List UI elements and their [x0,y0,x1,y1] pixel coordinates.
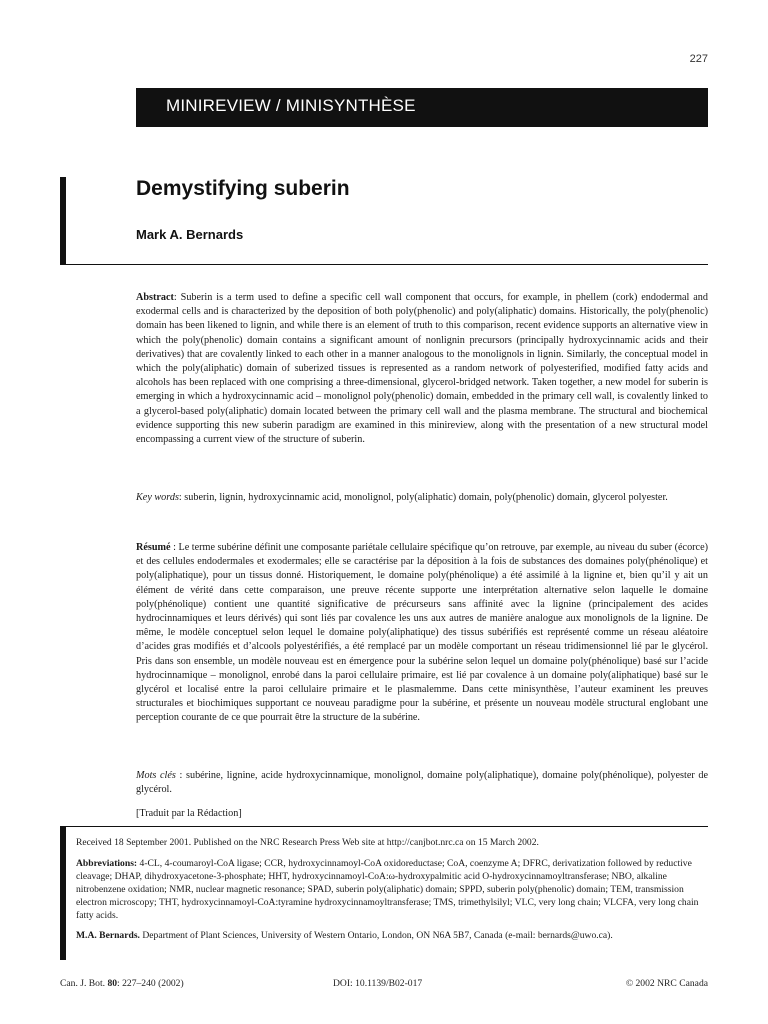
translation-note: [Traduit par la Rédaction] [136,808,242,819]
mots-cles-label: Mots clés [136,770,176,781]
abbreviations [76,857,708,922]
copyright: © 2002 NRC Canada [625,978,708,989]
resume [136,541,708,726]
author-name: Mark A. Bernards [136,227,244,242]
abstract-label: Abstract [136,292,174,303]
title-divider [60,264,708,265]
mots-cles-text: : subérine, lignine, acide hydroxycinnamique, monolignol, domaine poly(aliphatique), domaine poly(phénolique), polyester de glycérol. [136,770,708,796]
section-banner [136,88,708,127]
affiliation [76,929,708,942]
mots-cles [136,769,708,797]
title-side-bar [60,177,66,265]
keywords-text: : suberin, lignin, hydroxycinnamic acid, monolignol, poly(aliphatic) domain, poly(phenolic) domain, glycerol polyester. [178,492,668,503]
abstract-text: : Suberin is a term used to define a specific cell wall component that occurs, for example, in phellem (cork) endodermal and exodermal cells and is characterized by the deposition of both poly(phenolic) and poly(aliphatic) domains. Historically, the poly(phenolic) domain has been likened to lignin, and while there is an element of truth to this comparison, recent evidence supports an alternative view in which the poly(phenolic) domain contains a significant amount of nonlignin precursors (principally hydroxycinnamic acids and their derivatives) that are covalently linked to each other in a manner analogous to the monolignols in lignin. Similarly, the conceptual model in which the poly(aliphatic) domain of suberized tissues is represented as a random network of polyesterified, modified fatty acids and alcohols has been replaced with one comprising a three-dimensional, glycerol-bridged network. Taken together, a new model for suberin is emerging in which a hydroxycinnamic acid – monolignol poly(phenolic) domain, embedded in the primary cell wall, is covalently linked to a glycerol-based poly(aliphatic) domain located between the primary cell wall and the plasma membrane. The structural and biochemical evidence supporting this new suberin paradigm are examined in this minireview, along with the presentation of a new structural model encompassing a current view of the structure of suberin. [136,292,708,446]
journal-prefix: Can. J. Bot. [60,978,108,989]
doi: DOI: 10.1139/B02-017 [333,978,423,989]
abstract [136,291,708,447]
resume-label: Résumé [136,542,171,553]
abbreviations-label: Abbreviations: [76,858,138,869]
article-title: Demystifying suberin [136,177,350,200]
journal-pages: : 227–240 (2002) [117,978,184,989]
banner-label: MINIREVIEW / MINISYNTHÈSE [166,96,416,115]
page-number: 227 [689,53,708,65]
journal-citation [60,978,184,989]
footnote-side-bar [60,826,66,960]
affiliation-label: M.A. Bernards. [76,930,140,941]
journal-volume: 80 [107,978,118,989]
resume-text: : Le terme subérine définit une composante pariétale cellulaire spécifique qu’on retrouve, par exemple, au niveau du suber (écorce) et des cellules endodermales et exodermales; elle se caractérise par la déposition à la fois de substances des domaines poly(phénolique) et poly(aliphatique), pour un tissus donné. Historiquement, le domaine poly(phénolique) a été assimilé à la lignine et, bien qu’il y ait un élément de vérité dans cette comparaison, une preuve récente supporte une interprétation alternative selon laquelle le domaine poly(phénolique) contient une quantité significative de précurseurs sans affinité avec la lignine (principalement des acides hydrocinnamiques et leurs dérivés) qui sont liés par covalence les uns aux autres de manière analogue aux monolignols de la lignine. De même, le modèle conceptuel selon lequel le domaine poly(aliphatique) des tissus subérifiés est représenté comme un réseau aléatoire d’acides gras modifiés et d’alcools polyestérifiés, a été remplacé par un modèle comportant un réseau tridimensionnel lié par le glycérol. Pris dans son ensemble, un modèle nouveau est en émergence pour la subérine selon lequel un domaine poly(phénolique) basé sur l’acide hydrocinnamique – monolignol, enrobé dans la paroi cellulaire primaire, est lié par covalence à un domaine poly(aliphatique) basé sur le glycérol et localisé entre la paroi cellulaire primaire et le plasmalemme. Dans cette minisynthèse, l’auteur examinent les preuves structurales et biochimiques supportant ce nouveau paradigme pour la subérine, et présente un nouveau modèle structural englobant une perception courante de ce que pourrait être la structure de la subérine. [136,542,708,724]
affiliation-text: Department of Plant Sciences, University of Western Ontario, London, ON N6A 5B7, Canada (e-mail: bernards@uwo.ca). [139,930,613,941]
keywords-label: Key words [136,492,179,503]
footnote-divider [60,826,708,827]
keywords [136,491,708,505]
abbreviations-text: 4-CL, 4-coumaroyl-CoA ligase; CCR, hydroxycinnamoyl-CoA oxidoreductase; CoA, coenzyme A; DFRC, derivatization followed by reductive cleavage; DHAP, dihydroxyacetone-3-phosphate; HHT, hydroxycinnamoyl-CoA:ω-hydroxypalmitic acid O-hydroxycinnamoyltransferase; NBO, alkaline nitrobenzene oxidation; NMR, nuclear magnetic resonance; SPAD, suberin poly(aliphatic) domain; SPPD, suberin poly(phenolic) domain; TEM, transmission electron microscopy; THT, hydroxycinnamoyl-CoA:tyramine hydroxycinnamoyltransferase; TMS, trimethylsilyl; VLC, very long chain; VLCFA, very long chain fatty acids. [76,858,699,921]
received-note: Received 18 September 2001. Published on the NRC Research Press Web site at http://canjbot.nrc.ca on 15 March 2002. [76,837,539,848]
